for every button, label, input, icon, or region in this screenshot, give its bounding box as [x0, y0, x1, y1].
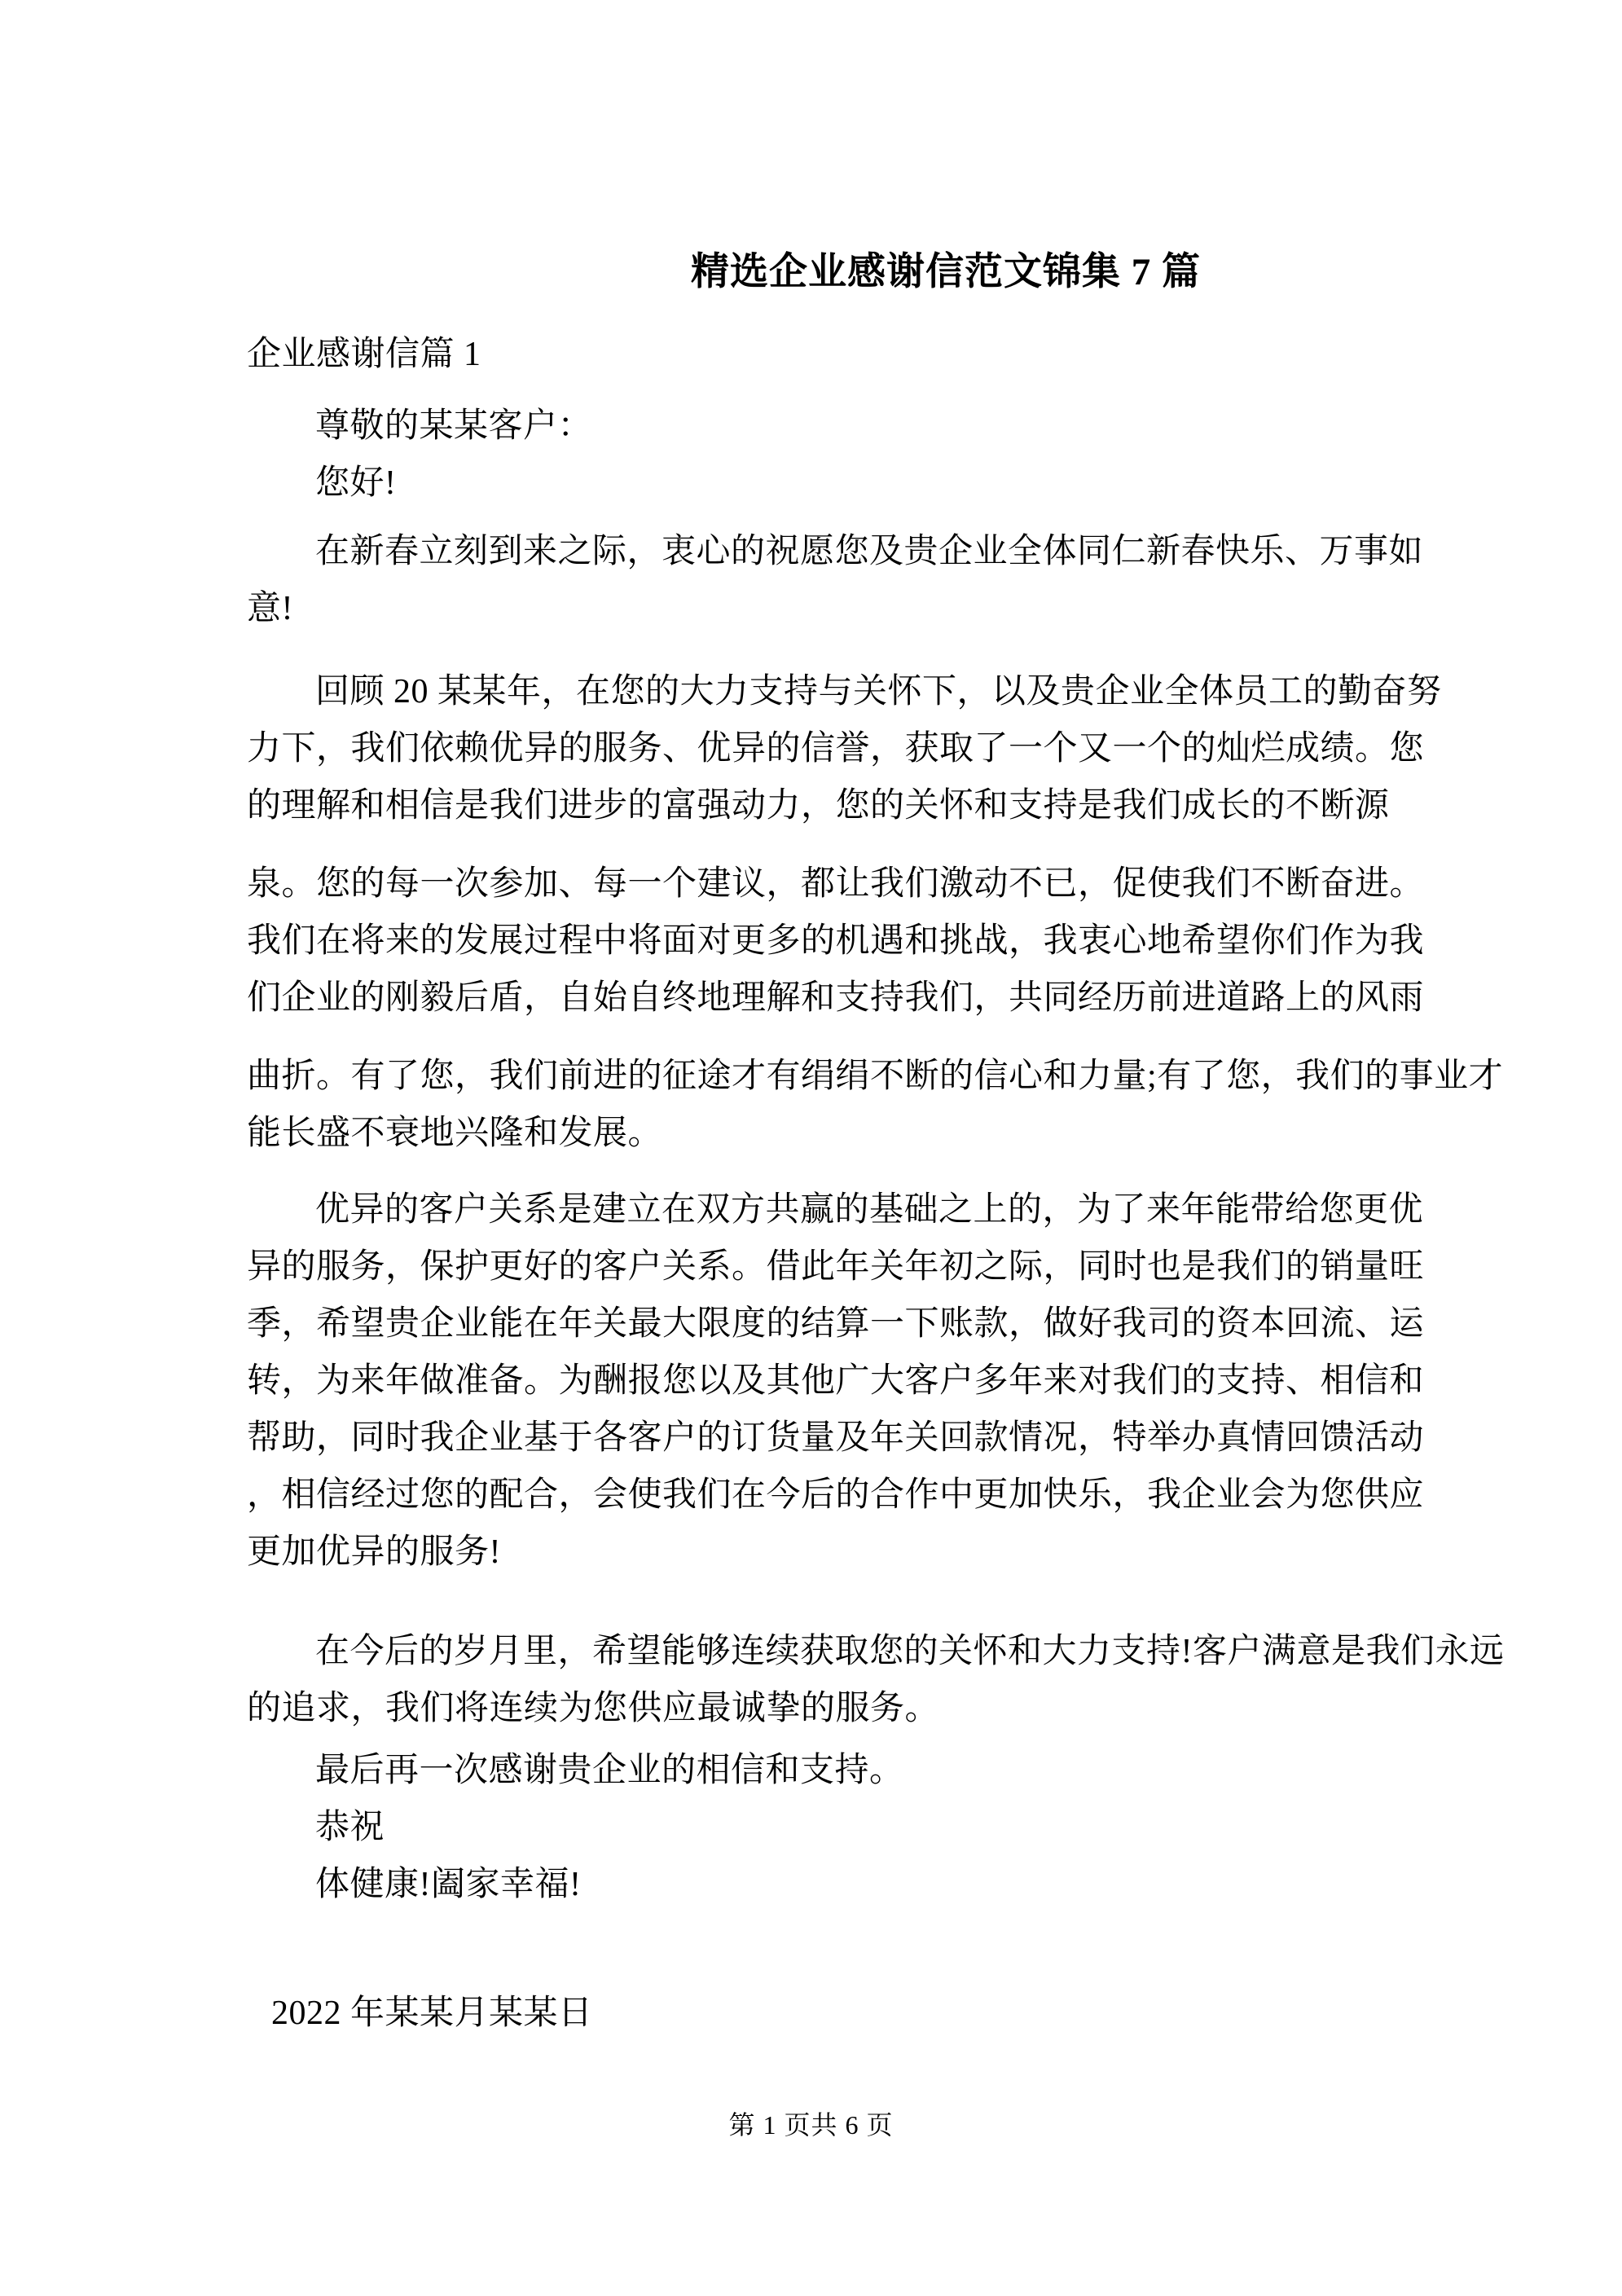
document-title: 精选企业感谢信范文锦集 7 篇 [691, 251, 1201, 293]
body-line: 我们在将来的发展过程中将面对更多的机遇和挑战，我衷心地希望你们作为我 [247, 922, 1425, 960]
letter-content [247, 241, 1505, 2042]
body-line: 的追求，我们将连续为您供应最诚挚的服务。 [247, 1690, 940, 1727]
body-line: 季，希望贵企业能在年关最大限度的结算一下账款，做好我司的资本回流、运 [247, 1305, 1425, 1343]
closing-line: 恭祝 [315, 1809, 385, 1846]
body-line: 曲折。有了您，我们前进的征途才有绢绢不断的信心和力量;有了您，我们的事业才 [247, 1058, 1504, 1095]
body-line: 更加优异的服务! [247, 1533, 501, 1571]
body-line: 意! [247, 590, 293, 627]
body-line: 回顾 20 某某年，在您的大力支持与关怀下，以及贵企业全体员工的勤奋努 [315, 673, 1442, 710]
body-line: 转，为来年做准备。为酬报您以及其他广大客户多年来对我们的支持、相信和 [247, 1362, 1425, 1400]
date-line: 2022 年某某月某某日 [271, 1995, 593, 2032]
page-number: 第 1 页共 6 页 [728, 2110, 894, 2140]
body-line: 优异的客户关系是建立在双方共赢的基础之上的，为了来年能带给您更优 [315, 1191, 1424, 1229]
section-heading: 企业感谢信篇 1 [247, 336, 481, 373]
body-line: 异的服务，保护更好的客户关系。借此年关年初之际，同时也是我们的销量旺 [247, 1248, 1425, 1286]
body-line: 力下，我们依赖优异的服务、优异的信誉，获取了一个又一个的灿烂成绩。您 [247, 730, 1425, 768]
greeting-line: 您好! [315, 464, 397, 502]
closing-line: 最后再一次感谢贵企业的相信和支持。 [315, 1752, 904, 1789]
body-line: 能长盛不衰地兴隆和发展。 [247, 1115, 663, 1152]
body-line: 们企业的刚毅后盾，自始自终地理解和支持我们，共同经历前进道路上的风雨 [247, 979, 1425, 1017]
body-line: ，相信经过您的配合，会使我们在今后的合作中更加快乐，我企业会为您供应 [247, 1476, 1425, 1514]
body-line: 在今后的岁月里，希望能够连续获取您的关怀和大力支持!客户满意是我们永远 [315, 1633, 1505, 1670]
salutation-line: 尊敬的某某客户： [315, 407, 593, 445]
closing-line: 体健康!阖家幸福! [315, 1866, 582, 1903]
body-line: 帮助，同时我企业基于各客户的订货量及年关回款情况，特举办真情回馈活动 [247, 1419, 1425, 1457]
body-line: 的理解和相信是我们进步的富强动力，您的关怀和支持是我们成长的不断源 [247, 787, 1390, 825]
body-line: 泉。您的每一次参加、每一个建议，都让我们激动不已，促使我们不断奋进。 [247, 865, 1425, 903]
body-line: 在新春立刻到来之际，衷心的祝愿您及贵企业全体同仁新春快乐、万事如 [315, 533, 1424, 570]
